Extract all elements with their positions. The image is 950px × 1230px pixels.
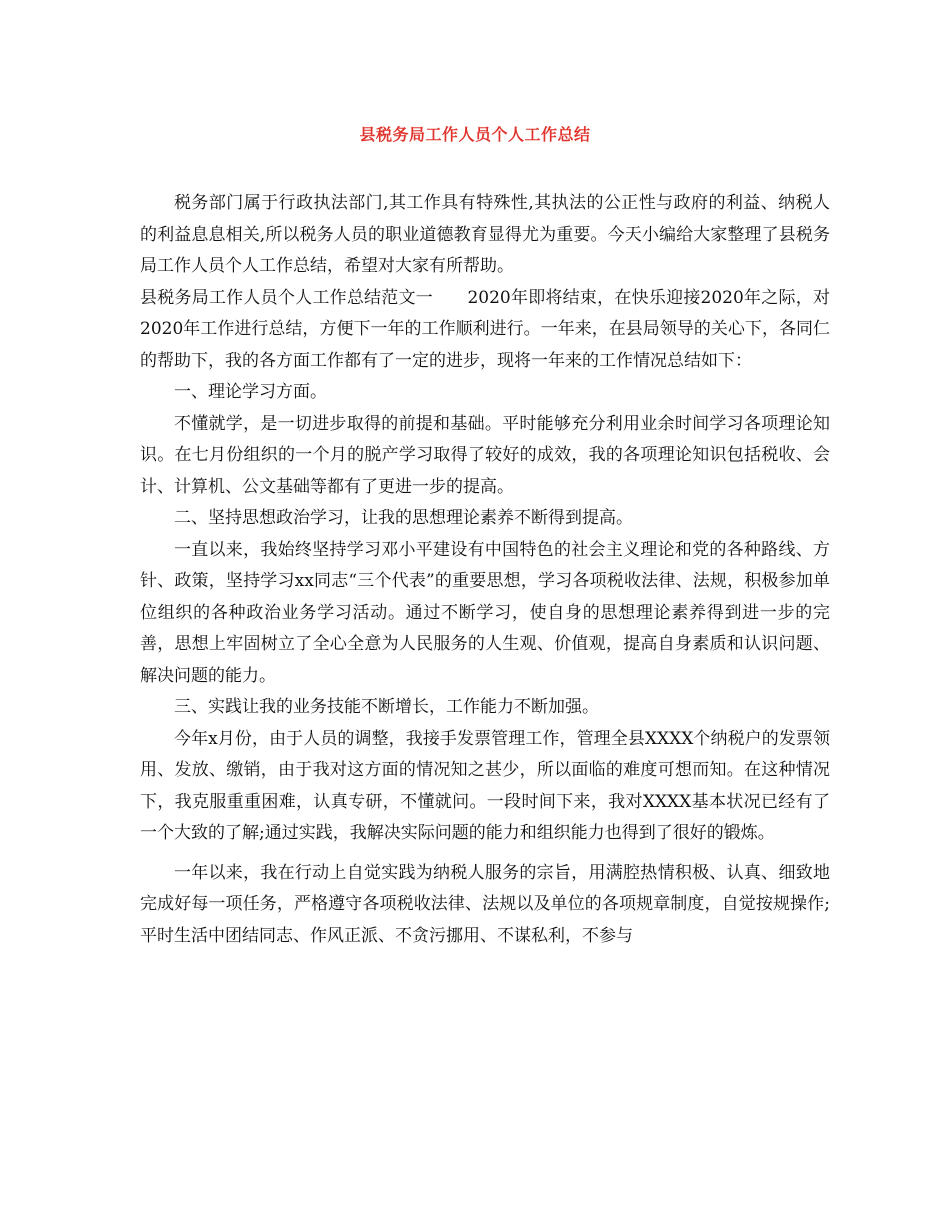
paragraph-practice: 今年x月份，由于人员的调整，我接手发票管理工作，管理全县XXXX个纳税户的发票领用、发放、缴销，由于我对这方面的情况知之甚少，所以面临的难度可想而知。在这种情况下，我克服重重困难，认真专研，不懂就问。一段时间下来，我对XXXX基本状况已经有了一个大致的了解;通过实践，我解决实际问题的能力和组织能力也得到了很好的锻炼。 [140, 728, 830, 843]
paragraph-intro: 税务部门属于行政执法部门,其工作具有特殊性,其执法的公正性与政府的利益、纳税人的利益息息相关,所以税务人员的职业道德教育显得尤为重要。今天小编给大家整理了县税务局工作人员个人工作总结，希望对大家有所帮助。 [140, 193, 830, 276]
heading-theory-study: 一、理论学习方面。 [174, 382, 327, 402]
heading-practice: 三、实践让我的业务技能不断增长，工作能力不断加强。 [174, 697, 599, 717]
paragraph-sample-one: 县税务局工作人员个人工作总结范文一 2020年即将结束，在快乐迎接2020年之际，对2020年工作进行总结，方便下一年的工作顺利进行。一年来，在县局领导的关心下，各同仁的帮助下，我的各方面工作都有了一定的进步，现将一年来的工作情况总结如下： [140, 287, 830, 371]
heading-political-study: 二、坚持思想政治学习，让我的思想理论素养不断得到提高。 [174, 508, 633, 528]
document-title: 县税务局工作人员个人工作总结 [359, 125, 591, 144]
paragraph-service: 一年以来，我在行动上自觉实践为纳税人服务的宗旨，用满腔热情积极、认真、细致地完成好每一项任务，严格遵守各项税收法律、法规以及单位的各项规章制度，自觉按规操作;平时生活中团结同志、作风正派、不贪污挪用、不谋私利，不参与 [140, 862, 830, 946]
document-body [140, 188, 830, 952]
paragraph-theory-study: 不懂就学，是一切进步取得的前提和基础。平时能够充分利用业余时间学习各项理论知识。在七月份组织的一个月的脱产学习取得了较好的成效，我的各项理论知识包括税收、会计、计算机、公文基础等都有了更进一步的提高。 [140, 413, 830, 497]
paragraph-political-study: 一直以来，我始终坚持学习邓小平建设有中国特色的社会主义理论和党的各种路线、方针、政策，坚持学习xx同志“三个代表”的重要思想，学习各项税收法律、法规，积极参加单位组织的各种政治业务学习活动。通过不断学习，使自身的思想理论素养得到进一步的完善，思想上牢固树立了全心全意为人民服务的人生观、价值观，提高自身素质和认识问题、解决问题的能力。 [140, 539, 830, 686]
